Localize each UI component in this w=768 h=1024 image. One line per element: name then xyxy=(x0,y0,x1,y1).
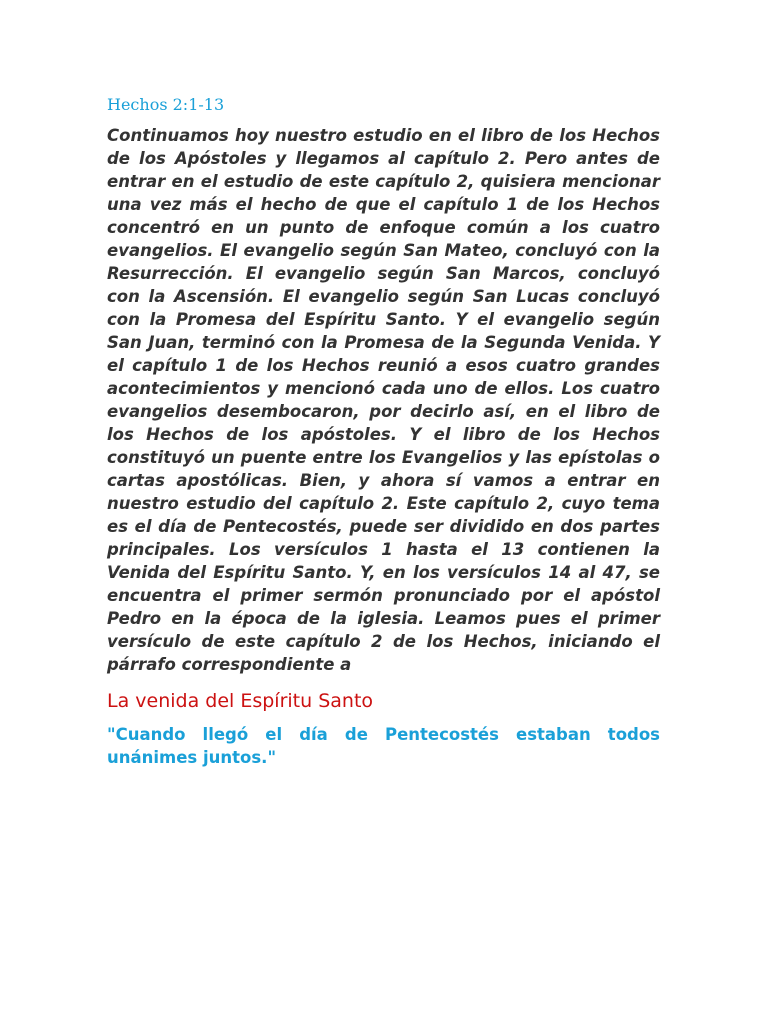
document-page xyxy=(107,94,660,769)
scripture-reference: Hechos 2:1-13 xyxy=(107,95,225,114)
body-paragraph: Continuamos hoy nuestro estudio en el libro de los Hechos de los Apóstoles y llegamos al capítulo 2. Pero antes de entrar en el estudio de este capítulo 2, quisiera mencionar una vez más el hecho de que el capítulo 1 de los Hechos concentró en un punto de enfoque común a los cuatro evangelios. El evangelio según San Mateo, concluyó con la Resurrección. El evangelio según San Marcos, concluyó con la Ascensión. El evangelio según San Lucas concluyó con la Promesa del Espíritu Santo. Y el evangelio según San Juan, terminó con la Promesa de la Segunda Venida. Y el capítulo 1 de los Hechos reunió a esos cuatro grandes acontecimientos y mencionó cada uno de ellos. Los cuatro evangelios desembocaron, por decirlo así, en el libro de los Hechos de los apóstoles. Y el libro de los Hechos constituyó un puente entre los Evangelios y las epístolas o cartas apostólicas. Bien, y ahora sí vamos a entrar en nuestro estudio del capítulo 2. Este capítulo 2, cuyo tema es el día de Pentecostés, puede ser dividido en dos partes principales. Los versículos 1 hasta el 13 contienen la Venida del Espíritu Santo. Y, en los versículos 14 al 47, se encuentra el primer sermón pronunciado por el apóstol Pedro en la época de la iglesia. Leamos pues el primer versículo de este capítulo 2 de los Hechos, iniciando el párrafo correspondiente a xyxy=(107,126,660,674)
verse-quote: "Cuando llegó el día de Pentecostés estaban todos unánimes juntos." xyxy=(107,725,660,767)
section-heading: La venida del Espíritu Santo xyxy=(107,690,374,712)
